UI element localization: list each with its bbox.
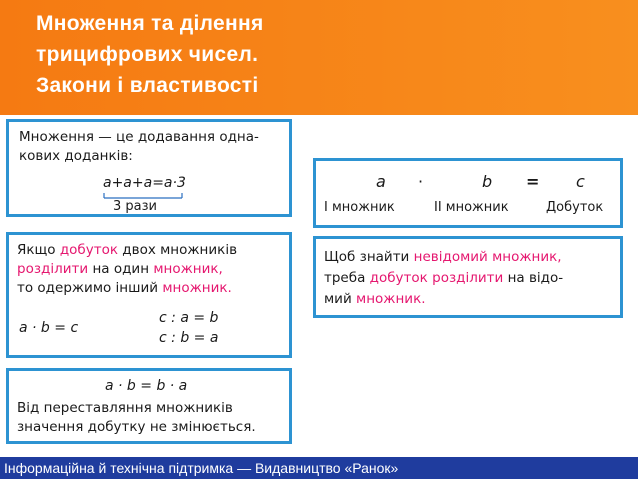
text-to-find: Щоб знайти (324, 249, 410, 265)
title-line-1: Множення та ділення (36, 12, 264, 35)
definition-line-2: кових доданків: (19, 148, 133, 164)
unknown-factor-card (313, 236, 623, 318)
formula-dot: · (418, 172, 424, 191)
text-unknown-factor: невідомий множник, (413, 249, 562, 265)
text-if: Якщо (17, 242, 56, 258)
slide-title (36, 8, 264, 101)
text-factor-3: множник. (356, 291, 426, 307)
label-first-factor: I множник (324, 200, 395, 215)
commutative-line-1: Від переставляння множників (17, 400, 233, 416)
text-by-one: на один (92, 261, 150, 277)
equation-left: a · b = c (19, 320, 79, 336)
label-product: Добуток (546, 200, 604, 215)
title-bar (0, 0, 638, 115)
formula-eq: = (526, 172, 540, 191)
division-rule-card (6, 232, 292, 358)
text-by-known: на відо- (507, 270, 564, 286)
text-product: добуток (59, 242, 118, 258)
footer: Інформаційна й технічна підтримка — Видавництво «Ранок» (0, 457, 638, 479)
commutative-line-2: значення добутку не змінюється. (17, 419, 256, 435)
title-line-2: трицифрових чисел. (36, 43, 259, 66)
underbrace-label: 3 рази (113, 199, 157, 214)
equation-right-1: c : a = b (159, 310, 219, 326)
definition-line-1: Множення — це додавання одна- (19, 129, 259, 145)
text-divide: розділити (17, 261, 89, 277)
text-divide-2: розділити (432, 270, 504, 286)
commutative-card (6, 368, 292, 444)
formula-b: b (482, 172, 493, 191)
equation-right-2: c : b = a (159, 330, 219, 346)
text-factor-2: множник. (162, 280, 232, 296)
title-line-3: Закони і властивості (36, 74, 259, 97)
label-second-factor: II множник (434, 200, 509, 215)
formula-a: a (376, 172, 386, 191)
formula-c: c (576, 172, 585, 191)
text-two-factors: двох множників (122, 242, 238, 258)
text-known-end: мий (324, 291, 352, 307)
text-factor: множник, (153, 261, 223, 277)
text-get-other: то одержимо інший (17, 280, 159, 296)
text-need: треба (324, 270, 366, 286)
definition-formula: a+a+a=a·3 (103, 175, 186, 191)
text-product-2: добуток (369, 270, 428, 286)
components-card (313, 158, 623, 228)
commutative-formula: a · b = b · a (105, 378, 188, 394)
definition-card (6, 119, 292, 217)
